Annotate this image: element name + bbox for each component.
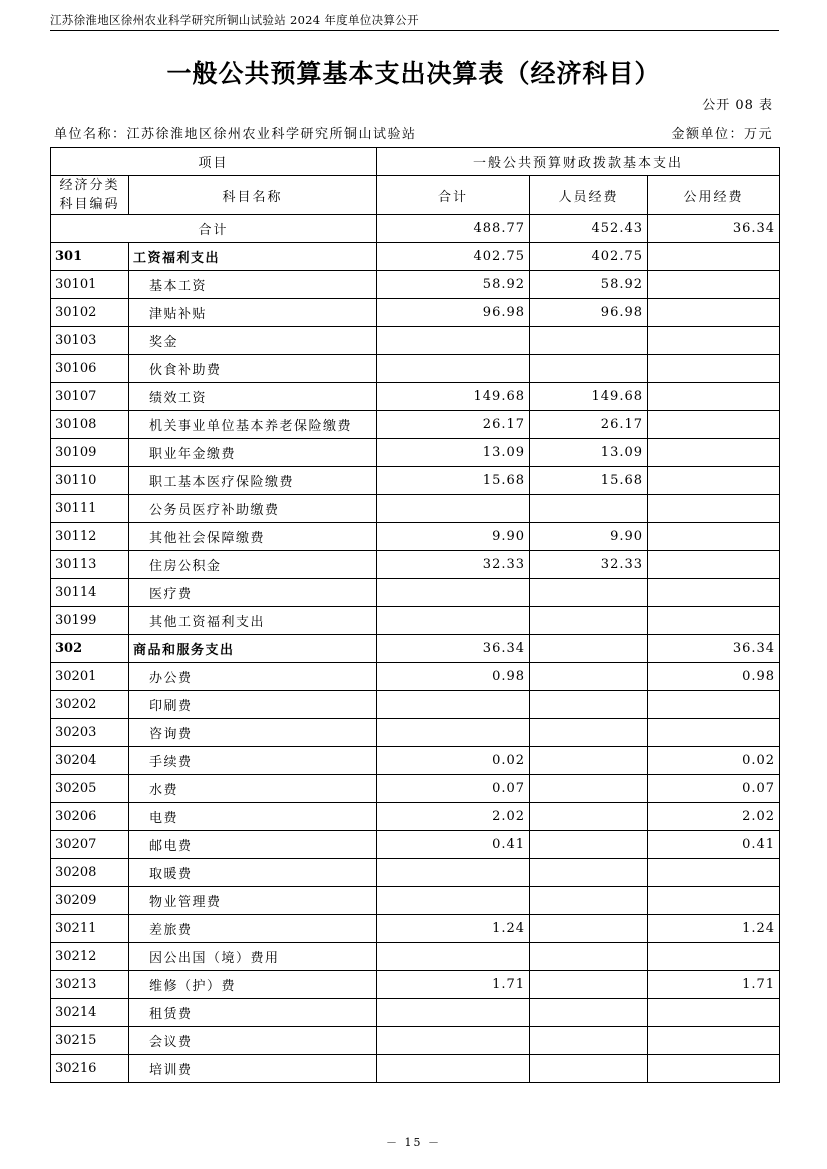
page-title: 一般公共预算基本支出决算表（经济科目） <box>166 59 661 88</box>
row-total <box>377 495 530 523</box>
table-row <box>51 495 780 523</box>
table-row <box>51 467 780 495</box>
row-public <box>648 271 780 299</box>
row-total <box>377 859 530 887</box>
row-name: 维修（护）费 <box>129 971 377 999</box>
header-econ-code-line2: 科目编码 <box>59 197 120 212</box>
row-personnel: 402.75 <box>530 243 648 271</box>
row-personnel <box>530 775 648 803</box>
header-econ-code-line1: 经济分类 <box>59 178 120 193</box>
table-row <box>51 1055 780 1083</box>
row-code: 30111 <box>51 495 129 523</box>
row-public <box>648 887 780 915</box>
row-total: 36.34 <box>377 635 530 663</box>
row-personnel <box>530 635 648 663</box>
row-code: 30114 <box>51 579 129 607</box>
row-total: 149.68 <box>377 383 530 411</box>
table-number: 公开 08 表 <box>702 98 773 113</box>
row-name: 伙食补助费 <box>129 355 377 383</box>
row-public <box>648 327 780 355</box>
row-code: 30216 <box>51 1055 129 1083</box>
row-total: 13.09 <box>377 439 530 467</box>
row-name: 职业年金缴费 <box>129 439 377 467</box>
table-row <box>51 775 780 803</box>
row-personnel <box>530 803 648 831</box>
total-row-public: 36.34 <box>648 215 780 243</box>
row-personnel <box>530 887 648 915</box>
row-total: 9.90 <box>377 523 530 551</box>
row-code: 30112 <box>51 523 129 551</box>
table-row <box>51 607 780 635</box>
header-personnel: 人员经费 <box>530 176 648 215</box>
row-name: 物业管理费 <box>129 887 377 915</box>
row-total: 58.92 <box>377 271 530 299</box>
row-total <box>377 719 530 747</box>
row-public: 0.98 <box>648 663 780 691</box>
row-code: 30215 <box>51 1027 129 1055</box>
row-public <box>648 299 780 327</box>
row-code: 30209 <box>51 887 129 915</box>
table-row <box>51 971 780 999</box>
row-public: 36.34 <box>648 635 780 663</box>
row-personnel: 26.17 <box>530 411 648 439</box>
row-public <box>648 439 780 467</box>
row-public <box>648 1027 780 1055</box>
row-total: 96.98 <box>377 299 530 327</box>
row-total: 0.02 <box>377 747 530 775</box>
table-row <box>51 663 780 691</box>
table-row <box>51 383 780 411</box>
table-body <box>51 215 780 1083</box>
row-name: 住房公积金 <box>129 551 377 579</box>
row-name: 其他工资福利支出 <box>129 607 377 635</box>
row-code: 30108 <box>51 411 129 439</box>
row-total <box>377 887 530 915</box>
row-personnel <box>530 1055 648 1083</box>
unit-name: 单位名称：江苏徐淮地区徐州农业科学研究所铜山试验站 <box>54 127 417 142</box>
row-public <box>648 551 780 579</box>
row-public: 0.41 <box>648 831 780 859</box>
row-personnel <box>530 691 648 719</box>
total-row-total: 488.77 <box>377 215 530 243</box>
row-public <box>648 607 780 635</box>
row-total: 0.41 <box>377 831 530 859</box>
row-code: 30109 <box>51 439 129 467</box>
row-personnel <box>530 859 648 887</box>
row-personnel <box>530 663 648 691</box>
row-personnel <box>530 607 648 635</box>
row-total: 402.75 <box>377 243 530 271</box>
row-personnel <box>530 915 648 943</box>
table-row <box>51 831 780 859</box>
row-code: 30214 <box>51 999 129 1027</box>
row-total: 1.71 <box>377 971 530 999</box>
row-code: 30204 <box>51 747 129 775</box>
header-total: 合计 <box>377 176 530 215</box>
row-public: 1.24 <box>648 915 780 943</box>
row-public <box>648 411 780 439</box>
row-code: 30213 <box>51 971 129 999</box>
table-row <box>51 271 780 299</box>
row-code: 30203 <box>51 719 129 747</box>
row-personnel <box>530 495 648 523</box>
row-public: 0.07 <box>648 775 780 803</box>
row-name: 公务员医疗补助缴费 <box>129 495 377 523</box>
header-row-2 <box>51 176 780 215</box>
row-personnel: 58.92 <box>530 271 648 299</box>
row-total <box>377 999 530 1027</box>
row-public <box>648 579 780 607</box>
row-personnel <box>530 943 648 971</box>
row-name: 咨询费 <box>129 719 377 747</box>
row-total <box>377 1055 530 1083</box>
table-row <box>51 327 780 355</box>
row-name: 会议费 <box>129 1027 377 1055</box>
row-code: 30102 <box>51 299 129 327</box>
table-row <box>51 859 780 887</box>
row-code: 30208 <box>51 859 129 887</box>
table-row <box>51 355 780 383</box>
total-row-label: 合计 <box>51 215 377 243</box>
row-code: 30113 <box>51 551 129 579</box>
header-econ-code <box>51 176 129 215</box>
row-total: 32.33 <box>377 551 530 579</box>
header-rule <box>50 30 779 31</box>
table-row <box>51 439 780 467</box>
row-public <box>648 523 780 551</box>
row-code: 30107 <box>51 383 129 411</box>
budget-table <box>50 147 780 1083</box>
row-total: 15.68 <box>377 467 530 495</box>
table-row <box>51 1027 780 1055</box>
row-public <box>648 495 780 523</box>
row-personnel <box>530 999 648 1027</box>
row-total <box>377 579 530 607</box>
row-personnel <box>530 579 648 607</box>
row-public: 1.71 <box>648 971 780 999</box>
header-subject-name: 科目名称 <box>129 176 377 215</box>
money-unit: 金额单位：万元 <box>671 127 773 142</box>
table-row <box>51 691 780 719</box>
row-total <box>377 327 530 355</box>
table-row <box>51 887 780 915</box>
row-personnel <box>530 1027 648 1055</box>
row-personnel <box>530 747 648 775</box>
row-name: 手续费 <box>129 747 377 775</box>
total-row <box>51 215 780 243</box>
row-name: 工资福利支出 <box>129 243 377 271</box>
row-public <box>648 943 780 971</box>
table-row <box>51 551 780 579</box>
total-row-personnel: 452.43 <box>530 215 648 243</box>
row-public: 0.02 <box>648 747 780 775</box>
row-name: 印刷费 <box>129 691 377 719</box>
table-row <box>51 523 780 551</box>
header-item: 项目 <box>51 148 377 176</box>
row-public <box>648 243 780 271</box>
row-total: 2.02 <box>377 803 530 831</box>
row-code: 301 <box>51 243 129 271</box>
row-public <box>648 859 780 887</box>
row-personnel: 96.98 <box>530 299 648 327</box>
row-personnel: 15.68 <box>530 467 648 495</box>
table-row <box>51 803 780 831</box>
row-name: 办公费 <box>129 663 377 691</box>
row-public: 2.02 <box>648 803 780 831</box>
table-row <box>51 411 780 439</box>
row-name: 电费 <box>129 803 377 831</box>
page-number: － 15 － <box>386 1136 441 1149</box>
row-public <box>648 691 780 719</box>
row-total: 0.07 <box>377 775 530 803</box>
header-public: 公用经费 <box>648 176 780 215</box>
row-public <box>648 1055 780 1083</box>
row-total <box>377 691 530 719</box>
row-code: 30103 <box>51 327 129 355</box>
row-code: 30199 <box>51 607 129 635</box>
row-personnel: 149.68 <box>530 383 648 411</box>
row-public <box>648 999 780 1027</box>
row-total: 26.17 <box>377 411 530 439</box>
row-personnel <box>530 971 648 999</box>
row-code: 30211 <box>51 915 129 943</box>
row-personnel: 32.33 <box>530 551 648 579</box>
header-group: 一般公共预算财政拨款基本支出 <box>377 148 780 176</box>
table-row <box>51 943 780 971</box>
row-personnel <box>530 327 648 355</box>
row-personnel <box>530 831 648 859</box>
row-name: 培训费 <box>129 1055 377 1083</box>
row-public <box>648 355 780 383</box>
row-total <box>377 355 530 383</box>
row-personnel <box>530 719 648 747</box>
row-code: 30202 <box>51 691 129 719</box>
row-public <box>648 383 780 411</box>
row-name: 医疗费 <box>129 579 377 607</box>
table-row <box>51 719 780 747</box>
row-public <box>648 719 780 747</box>
table-row <box>51 635 780 663</box>
row-code: 30110 <box>51 467 129 495</box>
row-name: 职工基本医疗保险缴费 <box>129 467 377 495</box>
row-name: 差旅费 <box>129 915 377 943</box>
row-total <box>377 1027 530 1055</box>
running-header: 江苏徐淮地区徐州农业科学研究所铜山试验站 2024 年度单位决算公开 <box>50 13 419 27</box>
row-total: 0.98 <box>377 663 530 691</box>
row-name: 商品和服务支出 <box>129 635 377 663</box>
row-personnel: 13.09 <box>530 439 648 467</box>
row-code: 30207 <box>51 831 129 859</box>
row-code: 30205 <box>51 775 129 803</box>
row-code: 30212 <box>51 943 129 971</box>
row-code: 30206 <box>51 803 129 831</box>
row-code: 302 <box>51 635 129 663</box>
row-name: 机关事业单位基本养老保险缴费 <box>129 411 377 439</box>
row-code: 30101 <box>51 271 129 299</box>
row-code: 30106 <box>51 355 129 383</box>
row-name: 绩效工资 <box>129 383 377 411</box>
row-code: 30201 <box>51 663 129 691</box>
row-name: 水费 <box>129 775 377 803</box>
row-name: 奖金 <box>129 327 377 355</box>
row-total: 1.24 <box>377 915 530 943</box>
row-total <box>377 943 530 971</box>
row-name: 租赁费 <box>129 999 377 1027</box>
table-row <box>51 243 780 271</box>
row-name: 基本工资 <box>129 271 377 299</box>
row-name: 邮电费 <box>129 831 377 859</box>
table-row <box>51 999 780 1027</box>
row-personnel <box>530 355 648 383</box>
row-public <box>648 467 780 495</box>
header-row-1 <box>51 148 780 176</box>
row-name: 其他社会保障缴费 <box>129 523 377 551</box>
table-row <box>51 747 780 775</box>
table-row <box>51 915 780 943</box>
table-row <box>51 299 780 327</box>
row-name: 因公出国（境）费用 <box>129 943 377 971</box>
row-name: 津贴补贴 <box>129 299 377 327</box>
row-total <box>377 607 530 635</box>
table-row <box>51 579 780 607</box>
row-name: 取暖费 <box>129 859 377 887</box>
row-personnel: 9.90 <box>530 523 648 551</box>
